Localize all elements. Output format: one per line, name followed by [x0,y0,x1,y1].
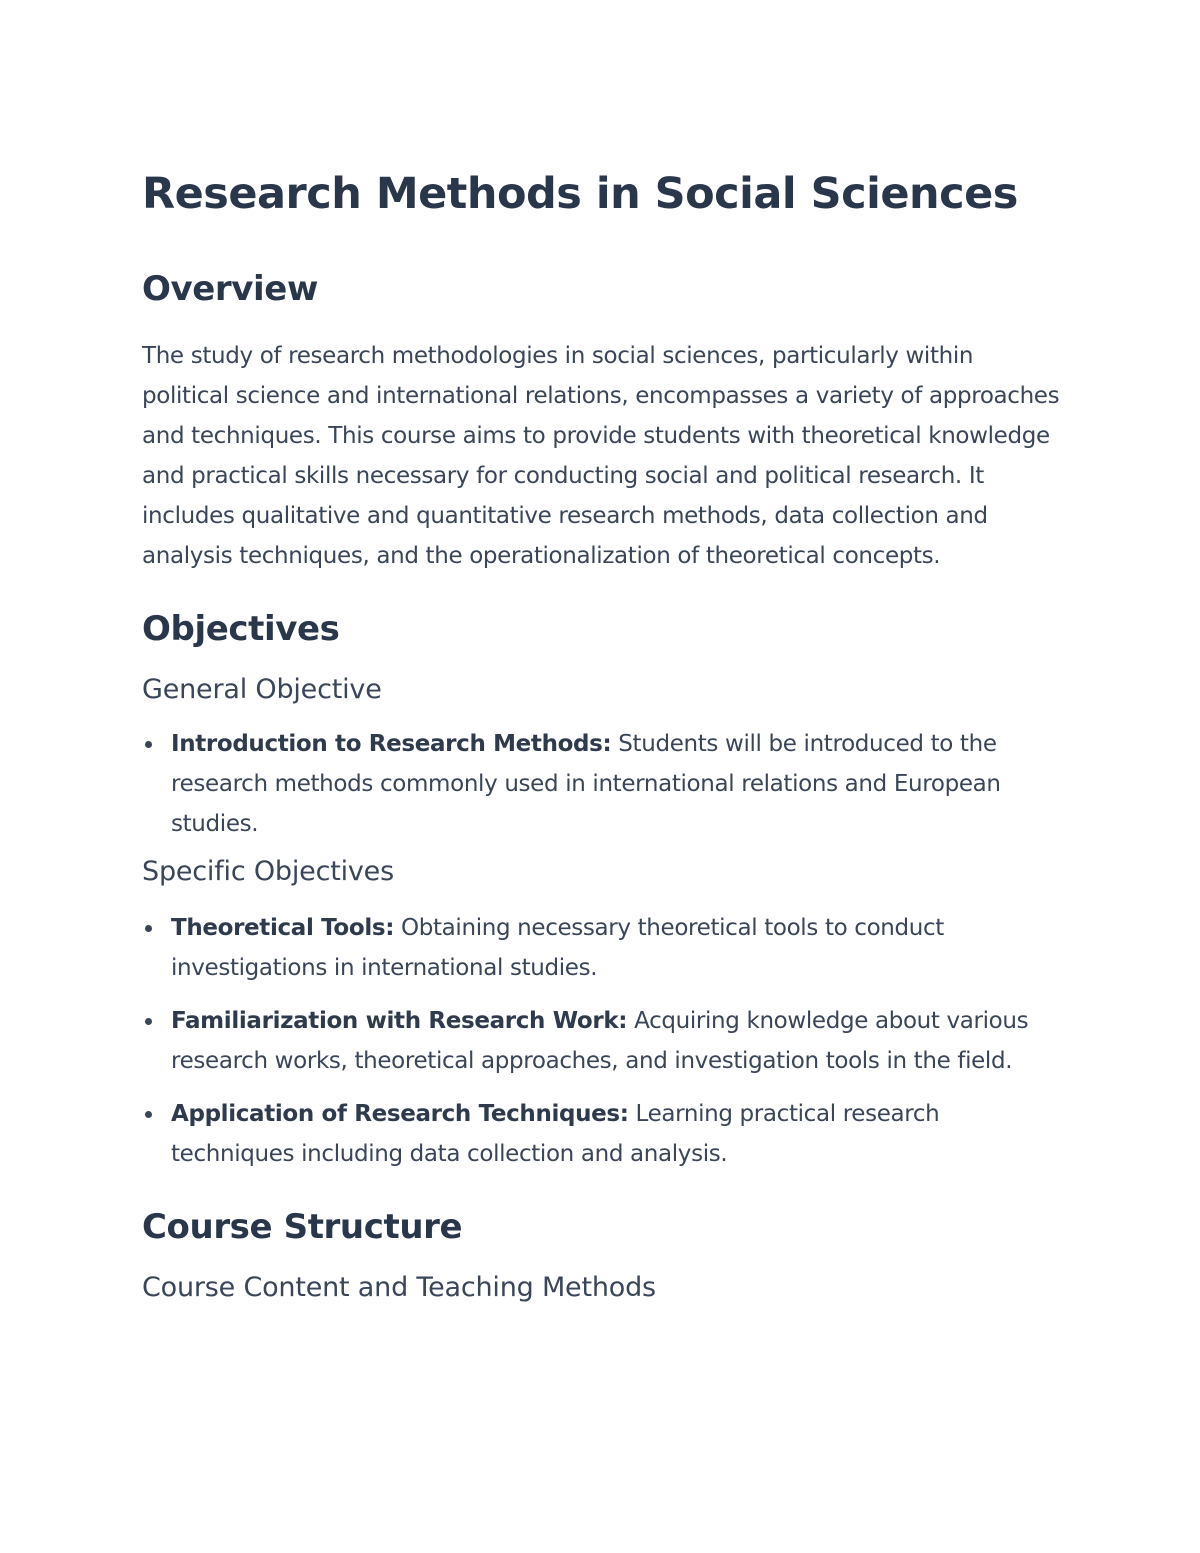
list-item [142,908,1062,988]
bullet-icon [145,1111,152,1118]
course-structure-heading: Course Structure [142,1207,463,1247]
list-item-text: Obtaining necessary theoretical tools to conduct investigations in international studies. [171,915,944,981]
list-item [142,1001,1062,1081]
list-item-label: Introduction to Research Methods: [171,731,612,757]
general-objective-list [142,724,1062,844]
page-title: Research Methods in Social Sciences [142,169,1018,219]
bullet-icon [145,925,152,932]
bullet-icon [145,1018,152,1025]
list-item-text: Students will be introduced to the research methods commonly used in international relations and European studies. [171,731,1001,837]
specific-objectives-list [142,908,1062,1174]
list-item-label: Theoretical Tools: [171,915,395,941]
list-item [142,724,1062,844]
objectives-heading: Objectives [142,609,340,649]
overview-paragraph: The study of research methodologies in social sciences, particularly within political science and international relations, encompasses a variety of approaches and techniques. This course aims to provide students with theoretical knowledge and practical skills necessary for conducting social and political research. It includes qualitative and quantitative research methods, data collection and analysis techniques, and the operationalization of theoretical concepts. [142,343,1060,569]
bullet-icon [145,741,152,748]
list-item-label: Familiarization with Research Work: [171,1008,628,1034]
list-item-label: Application of Research Techniques: [171,1101,629,1127]
general-objective-heading: General Objective [142,674,382,705]
list-item [142,1094,1062,1174]
list-item-text: Acquiring knowledge about various research works, theoretical approaches, and investigation tools in the field. [171,1008,1029,1074]
list-item-text: Learning practical research techniques including data collection and analysis. [171,1101,940,1167]
course-content-heading: Course Content and Teaching Methods [142,1272,656,1303]
document-page [142,165,1062,1306]
specific-objectives-heading: Specific Objectives [142,856,394,887]
overview-heading: Overview [142,269,318,309]
